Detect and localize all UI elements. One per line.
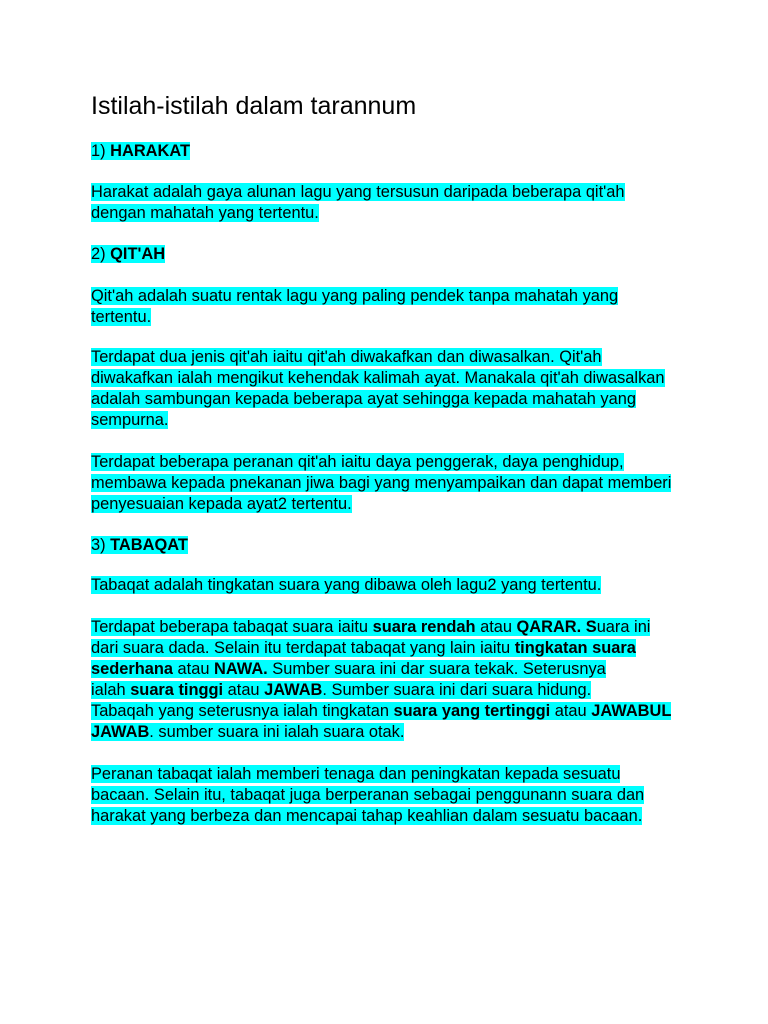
bold-run: suara tinggi: [130, 681, 224, 699]
run: dari suara dada. Selain itu terdapat tabaqat yang lain iaitu: [91, 639, 515, 657]
section-heading-tabaqat: [91, 535, 188, 556]
run: atau: [173, 660, 215, 678]
paragraph-line: Terdapat beberapa peranan qit'ah iaitu daya penggerak, daya penghidup,: [91, 453, 624, 471]
document-title: Istilah-istilah dalam tarannum: [91, 92, 417, 120]
run: Sumber suara ini dar suara tekak. Seterusnya: [267, 660, 606, 678]
bold-run: tingkatan suara: [514, 639, 636, 657]
heading-number: 3): [91, 536, 111, 554]
run: atau: [223, 681, 265, 699]
paragraph-line: harakat yang berbeza dan mencapai tahap keahlian dalam sesuatu bacaan.: [91, 807, 643, 825]
section-heading-harakat: [91, 141, 190, 162]
paragraph-line: Peranan tabaqat ialah memberi tenaga dan peningkatan kepada sesuatu: [91, 765, 621, 783]
heading-number: 2): [91, 245, 111, 263]
paragraph-line: [91, 638, 671, 659]
paragraph-line: dengan mahatah yang tertentu.: [91, 204, 319, 222]
paragraph-line: tertentu.: [91, 308, 152, 326]
heading-label: TABAQAT: [110, 536, 188, 554]
paragraph-qitah-definition: [91, 286, 618, 328]
run: ialah: [91, 681, 131, 699]
bold-run: sederhana: [91, 660, 173, 678]
paragraph-line: [91, 617, 671, 638]
run: uara ini: [596, 618, 651, 636]
paragraph-line: Tabaqat adalah tingkatan suara yang dibawa oleh lagu2 yang tertentu.: [91, 576, 602, 594]
heading-number: 1): [91, 142, 111, 160]
heading-label: QIT'AH: [110, 245, 166, 263]
run: atau: [475, 618, 517, 636]
run: Terdapat beberapa tabaqat suara iaitu: [91, 618, 373, 636]
paragraph-line: [91, 659, 671, 680]
bold-run: JAWABUL: [591, 702, 672, 720]
paragraph-harakat-definition: [91, 182, 625, 224]
paragraph-line: [91, 701, 671, 722]
paragraph-line: adalah sambungan kepada beberapa ayat sehingga kepada mahatah yang: [91, 390, 636, 408]
paragraph-tabaqat-definition: [91, 575, 601, 596]
bold-run: JAWAB: [91, 723, 150, 741]
bold-run: NAWA.: [214, 660, 268, 678]
run: Tabaqah yang seterusnya ialah tingkatan: [91, 702, 394, 720]
paragraph-line: Terdapat dua jenis qit'ah iaitu qit'ah diwakafkan dan diwasalkan. Qit'ah: [91, 348, 602, 366]
paragraph-line: penyesuaian kepada ayat2 tertentu.: [91, 495, 352, 513]
bold-run: QARAR. S: [516, 618, 597, 636]
paragraph-line: bacaan. Selain itu, tabaqat juga berperanan sebagai penggunann suara dan: [91, 786, 645, 804]
paragraph-line: diwakafkan ialah mengikut kehendak kalimah ayat. Manakala qit'ah diwasalkan: [91, 369, 665, 387]
section-heading-qitah: [91, 244, 165, 265]
paragraph-qitah-roles: [91, 452, 671, 515]
run: . Sumber suara ini dari suara hidung.: [322, 681, 592, 699]
paragraph-line: [91, 680, 671, 701]
run: atau: [550, 702, 592, 720]
paragraph-line: Qit'ah adalah suatu rentak lagu yang paling pendek tanpa mahatah yang: [91, 287, 619, 305]
heading-label: HARAKAT: [110, 142, 190, 160]
paragraph-line: Harakat adalah gaya alunan lagu yang tersusun daripada beberapa qit'ah: [91, 183, 625, 201]
paragraph-line: membawa kepada pnekanan jiwa bagi yang menyampaikan dan dapat memberi: [91, 474, 672, 492]
paragraph-tabaqat-roles: [91, 764, 644, 827]
run: . sumber suara ini ialah suara otak.: [149, 723, 405, 741]
paragraph-line: sempurna.: [91, 411, 169, 429]
bold-run: suara rendah: [372, 618, 476, 636]
bold-run: suara yang tertinggi: [393, 702, 551, 720]
paragraph-tabaqat-types: [91, 617, 671, 743]
bold-run: JAWAB: [264, 681, 323, 699]
paragraph-line: [91, 722, 671, 743]
paragraph-qitah-types: [91, 347, 665, 431]
